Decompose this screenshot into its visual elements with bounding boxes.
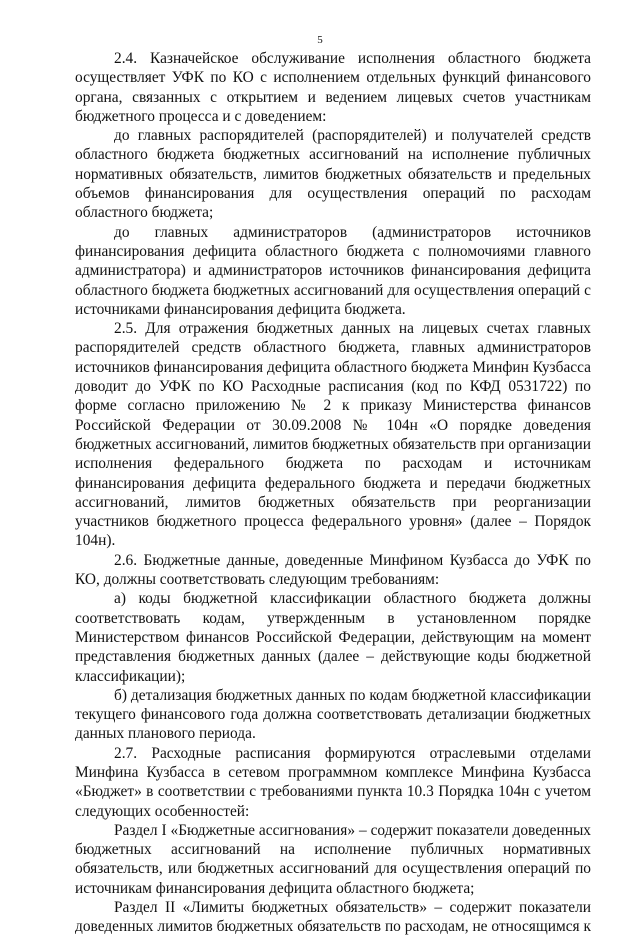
paragraph-section-2: Раздел II «Лимиты бюджетных обязательств» – содержит показатели доведенных лимитов бюджетных обязательств по расходам, не относящимся к bbox=[75, 899, 591, 936]
document-body bbox=[75, 49, 591, 936]
paragraph-2-4-item-2: до главных администраторов (администраторов источников финансирования дефицита областного бюджета с полномочиями главного администратора) и администраторов источников финансирования дефицита областного бюджета бюджетных ассигнований для осуществления операций с источниками финансирования дефицита бюджета. bbox=[75, 223, 591, 318]
paragraph-2-5: 2.5. Для отражения бюджетных данных на лицевых счетах главных распорядителей средств областного бюджета, главных администраторов источников финансирования дефицита областного бюджета Минфин Кузбасса доводит до УФК по КО Расходные расписания (код по КФД 0531722) по форме согласно приложению № 2 к приказу Министерства финансов Российской Федерации от 30.09.2008 № 104н «О порядке доведения бюджетных ассигнований, лимитов бюджетных обязательств при организации исполнения федерального бюджета по расходам и источникам финансирования дефицита федерального бюджета и передачи бюджетных ассигнований, лимитов бюджетных обязательств при реорганизации участников бюджетного процесса федерального уровня» (далее – Порядок 104н). bbox=[75, 320, 591, 550]
paragraph-section-1: Раздел I «Бюджетные ассигнования» – содержит показатели доведенных бюджетных ассигнований на исполнение публичных нормативных обязательств, или бюджетных ассигнований для осуществления операций по источникам финансирования дефицита областного бюджета; bbox=[75, 821, 591, 897]
paragraph-2-4-item-1: до главных распорядителей (распорядителей) и получателей средств областного бюджета бюджетных ассигнований на исполнение публичных нормативных обязательств, лимитов бюджетных обязательств и предельных объемов финансирования для осуществления операций по расходам областного бюджета; bbox=[75, 127, 591, 222]
paragraph-2-6-item-b: б) детализация бюджетных данных по кодам бюджетной классификации текущего финансового года должна соответствовать детализации бюджетных данных планового периода. bbox=[75, 686, 591, 743]
paragraph-2-7: 2.7. Расходные расписания формируются отраслевыми отделами Минфина Кузбасса в сетевом программном комплексе Минфина Кузбасса «Бюджет» в соответствии с требованиями пункта 10.3 Порядка 104н с учетом следующих особенностей: bbox=[75, 744, 591, 820]
page-number: 5 bbox=[317, 34, 323, 46]
paragraph-2-6-item-a: а) коды бюджетной классификации областного бюджета должны соответствовать кодам, утвержденным в установленном порядке Министерством финансов Российской Федерации, действующим на момент представления бюджетных данных (далее – действующие коды бюджетной классификации); bbox=[75, 590, 591, 685]
paragraph-2-6: 2.6. Бюджетные данные, доведенные Минфином Кузбасса до УФК по КО, должны соответствовать следующим требованиям: bbox=[75, 551, 591, 589]
paragraph-2-4: 2.4. Казначейское обслуживание исполнения областного бюджета осуществляет УФК по КО с исполнением отдельных функций финансового органа, связанных с открытием и ведением лицевых счетов участникам бюджетного процесса и с доведением: bbox=[75, 50, 591, 125]
